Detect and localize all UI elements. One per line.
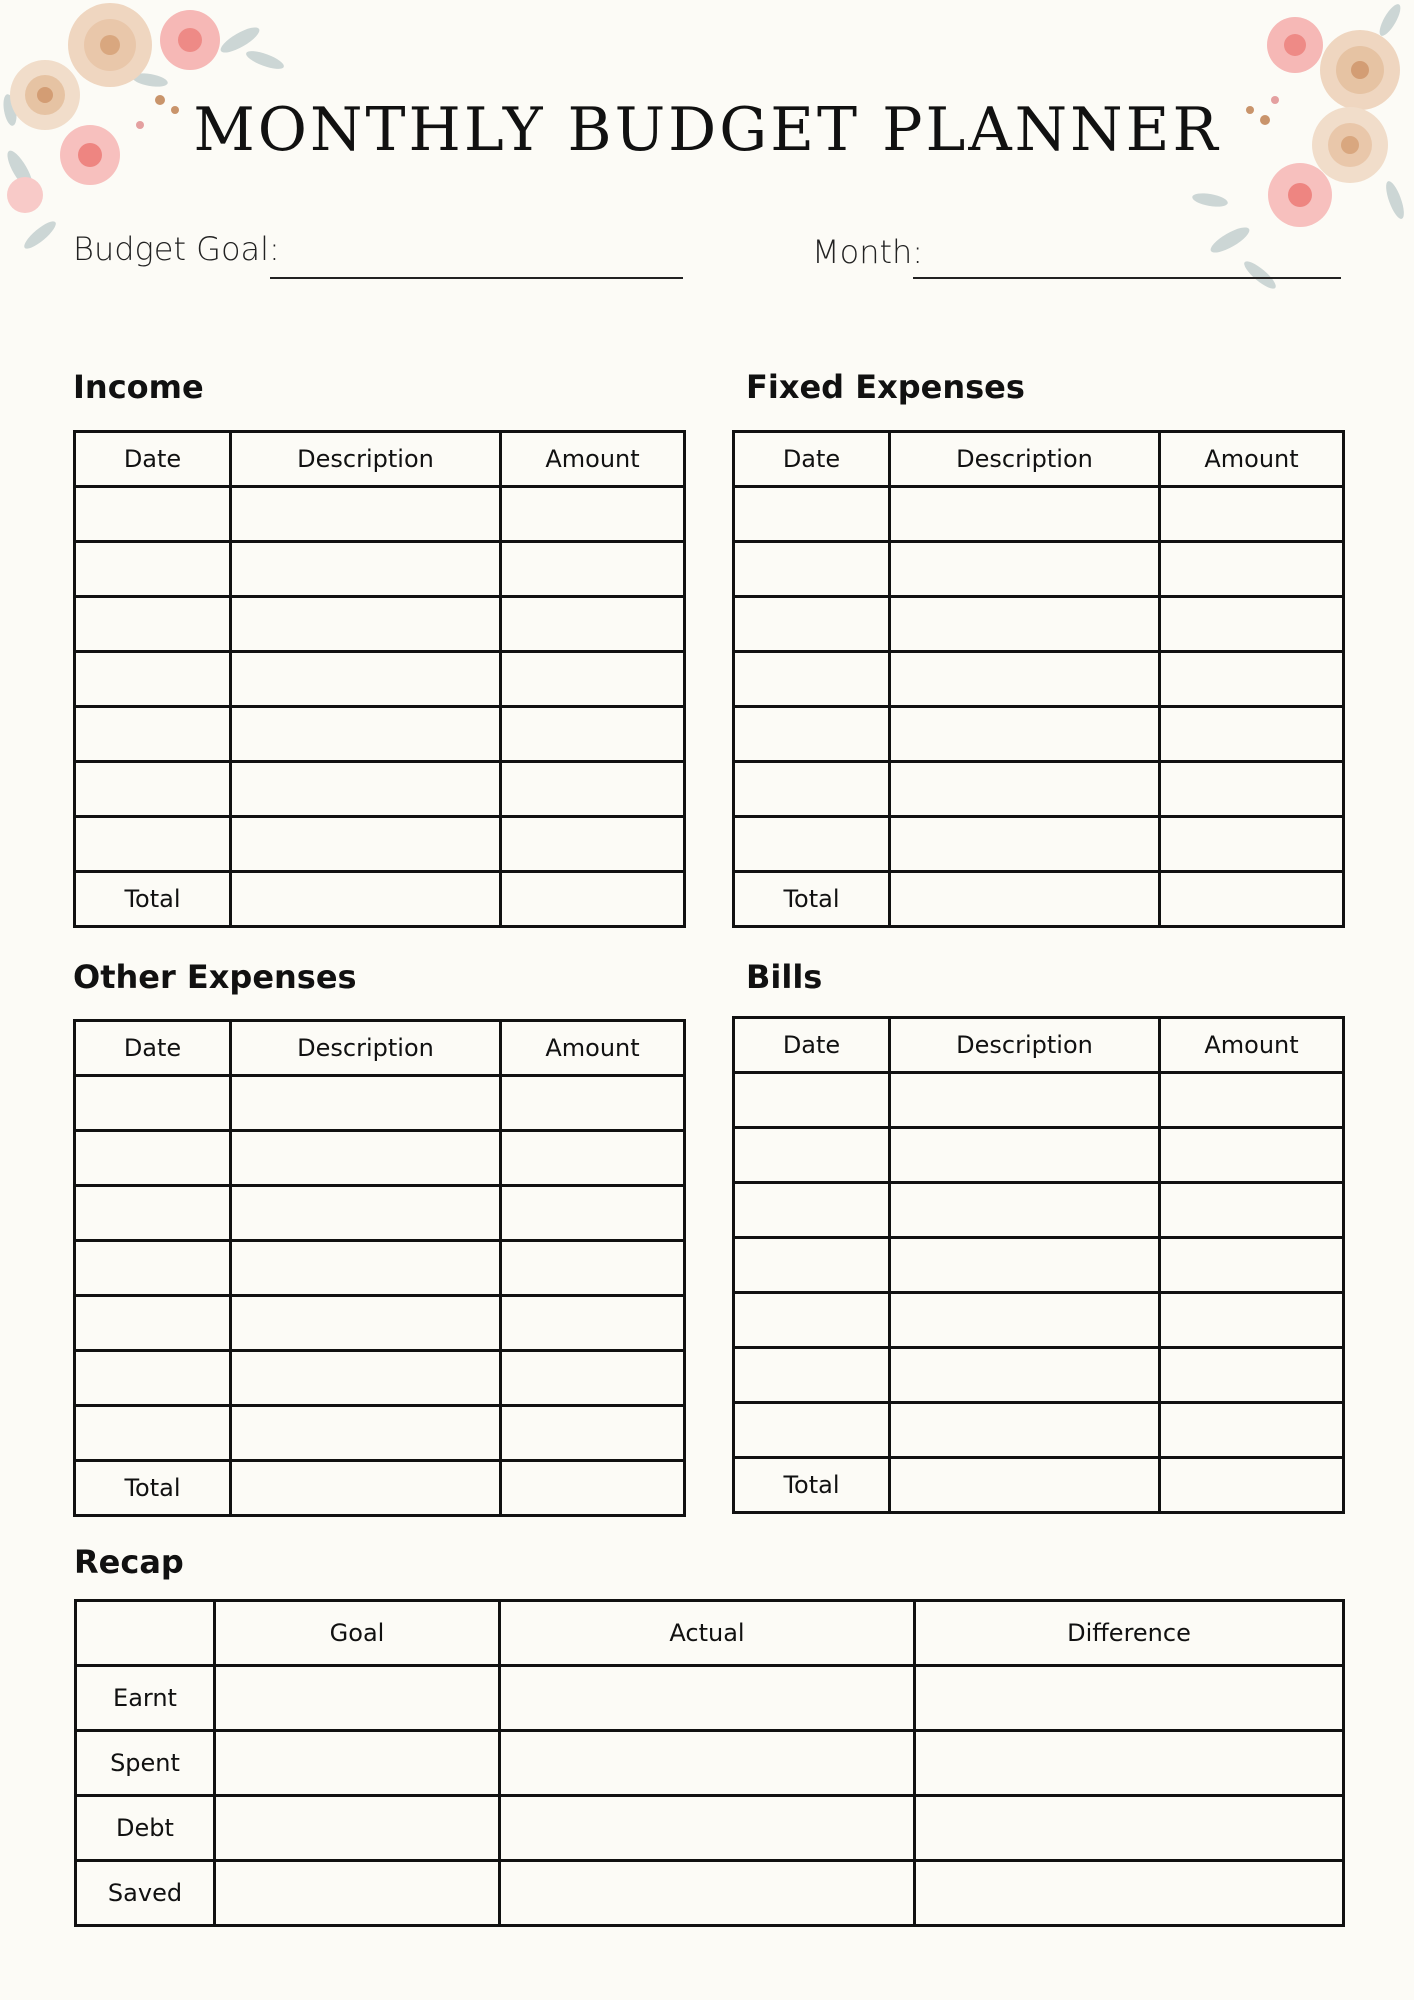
table-row: [734, 597, 1344, 652]
goal-cell[interactable]: [215, 1861, 500, 1926]
description-cell[interactable]: [890, 762, 1160, 817]
date-cell[interactable]: [734, 1183, 890, 1238]
other-expenses-title: Other Expenses: [73, 958, 357, 996]
date-cell[interactable]: [734, 817, 890, 872]
amount-cell[interactable]: [1160, 1183, 1344, 1238]
date-cell[interactable]: [75, 487, 231, 542]
total-amount-cell[interactable]: [1160, 1458, 1344, 1513]
column-header-goal: Goal: [215, 1601, 500, 1666]
table-row: [75, 597, 685, 652]
income-table: [73, 430, 686, 928]
column-header-description: Description: [890, 432, 1160, 487]
date-cell[interactable]: [734, 1403, 890, 1458]
date-cell[interactable]: [734, 707, 890, 762]
table-header-row: [734, 432, 1344, 487]
amount-cell[interactable]: [501, 652, 685, 707]
amount-cell[interactable]: [1160, 1348, 1344, 1403]
table-row: [734, 1128, 1344, 1183]
amount-cell[interactable]: [501, 762, 685, 817]
date-cell[interactable]: [75, 707, 231, 762]
table-row: [75, 817, 685, 872]
date-cell[interactable]: [734, 762, 890, 817]
date-cell[interactable]: [734, 1348, 890, 1403]
fixed-expenses-table: [732, 430, 1345, 928]
amount-cell[interactable]: [501, 1241, 685, 1296]
total-amount-cell[interactable]: [501, 1461, 685, 1516]
date-cell[interactable]: [75, 762, 231, 817]
column-header-actual: Actual: [500, 1601, 915, 1666]
goal-cell[interactable]: [215, 1796, 500, 1861]
date-cell[interactable]: [75, 1131, 231, 1186]
description-cell[interactable]: [231, 707, 501, 762]
recap-row-label-debt: Debt: [76, 1796, 215, 1861]
description-cell[interactable]: [231, 597, 501, 652]
description-cell[interactable]: [231, 1241, 501, 1296]
table-row: [75, 1406, 685, 1461]
recap-row-label-saved: Saved: [76, 1861, 215, 1926]
date-cell[interactable]: [75, 652, 231, 707]
table-header-row: [75, 1021, 685, 1076]
date-cell[interactable]: [734, 1128, 890, 1183]
amount-cell[interactable]: [1160, 1073, 1344, 1128]
amount-cell[interactable]: [1160, 707, 1344, 762]
description-cell[interactable]: [890, 652, 1160, 707]
table-row: [76, 1796, 1344, 1861]
description-cell[interactable]: [890, 817, 1160, 872]
amount-cell[interactable]: [1160, 1403, 1344, 1458]
column-header-date: Date: [75, 432, 231, 487]
column-header-description: Description: [231, 1021, 501, 1076]
date-cell[interactable]: [75, 1076, 231, 1131]
description-cell[interactable]: [890, 1403, 1160, 1458]
total-label: Total: [734, 1458, 890, 1513]
description-cell[interactable]: [231, 1351, 501, 1406]
description-cell[interactable]: [890, 1238, 1160, 1293]
description-cell[interactable]: [890, 1293, 1160, 1348]
amount-cell[interactable]: [1160, 597, 1344, 652]
description-cell[interactable]: [231, 817, 501, 872]
column-header-amount: Amount: [501, 432, 685, 487]
table-row: [76, 1861, 1344, 1926]
description-cell[interactable]: [890, 1183, 1160, 1238]
date-cell[interactable]: [75, 1406, 231, 1461]
recap-row-label-spent: Spent: [76, 1731, 215, 1796]
income-title: Income: [73, 368, 204, 406]
amount-cell[interactable]: [1160, 762, 1344, 817]
month-label: Month:: [812, 233, 924, 271]
total-amount-cell[interactable]: [1160, 872, 1344, 927]
description-cell[interactable]: [890, 1073, 1160, 1128]
difference-cell[interactable]: [915, 1731, 1344, 1796]
description-cell[interactable]: [231, 1406, 501, 1461]
budget-goal-label: Budget Goal:: [73, 230, 280, 268]
column-header-date: Date: [734, 1018, 890, 1073]
recap-row-label-earnt: Earnt: [76, 1666, 215, 1731]
table-row: [734, 1348, 1344, 1403]
date-cell[interactable]: [734, 1073, 890, 1128]
date-cell[interactable]: [734, 542, 890, 597]
recap-corner-cell: [76, 1601, 215, 1666]
table-header-row: [75, 432, 685, 487]
table-row: [734, 707, 1344, 762]
total-row: [734, 1458, 1344, 1513]
amount-cell[interactable]: [501, 1131, 685, 1186]
description-cell[interactable]: [231, 762, 501, 817]
fixed-expenses-title: Fixed Expenses: [746, 368, 1025, 406]
budget-goal-line[interactable]: [270, 277, 683, 279]
date-cell[interactable]: [75, 1241, 231, 1296]
table-row: [75, 1296, 685, 1351]
table-row: [75, 1351, 685, 1406]
description-cell[interactable]: [231, 1461, 501, 1516]
description-cell[interactable]: [890, 1348, 1160, 1403]
column-header-description: Description: [231, 432, 501, 487]
table-row: [734, 1293, 1344, 1348]
table-row: [734, 1073, 1344, 1128]
amount-cell[interactable]: [1160, 1128, 1344, 1183]
column-header-date: Date: [734, 432, 890, 487]
table-row: [734, 1183, 1344, 1238]
table-row: [75, 652, 685, 707]
table-row: [75, 1131, 685, 1186]
amount-cell[interactable]: [1160, 817, 1344, 872]
date-cell[interactable]: [75, 597, 231, 652]
table-row: [734, 542, 1344, 597]
table-row: [734, 817, 1344, 872]
page-title: MONTHLY BUDGET PLANNER: [193, 95, 1221, 165]
recap-table: [74, 1599, 1345, 1927]
table-row: [75, 762, 685, 817]
total-row: [734, 872, 1344, 927]
date-cell[interactable]: [734, 652, 890, 707]
table-row: [75, 542, 685, 597]
column-header-difference: Difference: [915, 1601, 1344, 1666]
goal-cell[interactable]: [215, 1666, 500, 1731]
amount-cell[interactable]: [501, 542, 685, 597]
actual-cell[interactable]: [500, 1861, 915, 1926]
description-cell[interactable]: [231, 1186, 501, 1241]
actual-cell[interactable]: [500, 1731, 915, 1796]
difference-cell[interactable]: [915, 1861, 1344, 1926]
description-cell[interactable]: [890, 707, 1160, 762]
table-row: [734, 762, 1344, 817]
table-row: [76, 1731, 1344, 1796]
bills-title: Bills: [746, 958, 823, 996]
amount-cell[interactable]: [501, 1076, 685, 1131]
amount-cell[interactable]: [1160, 542, 1344, 597]
date-cell[interactable]: [75, 1296, 231, 1351]
date-cell[interactable]: [734, 1238, 890, 1293]
description-cell[interactable]: [231, 487, 501, 542]
amount-cell[interactable]: [501, 707, 685, 762]
amount-cell[interactable]: [1160, 1293, 1344, 1348]
description-cell[interactable]: [890, 1458, 1160, 1513]
amount-cell[interactable]: [1160, 487, 1344, 542]
amount-cell[interactable]: [501, 1351, 685, 1406]
total-label: Total: [75, 872, 231, 927]
total-label: Total: [75, 1461, 231, 1516]
description-cell[interactable]: [890, 1128, 1160, 1183]
date-cell[interactable]: [734, 597, 890, 652]
table-header-row: [734, 1018, 1344, 1073]
recap-title: Recap: [74, 1543, 184, 1581]
description-cell[interactable]: [231, 1131, 501, 1186]
actual-cell[interactable]: [500, 1666, 915, 1731]
table-row: [75, 1186, 685, 1241]
column-header-amount: Amount: [501, 1021, 685, 1076]
table-row: [75, 487, 685, 542]
column-header-date: Date: [75, 1021, 231, 1076]
total-row: [75, 1461, 685, 1516]
description-cell[interactable]: [890, 487, 1160, 542]
goal-cell[interactable]: [215, 1731, 500, 1796]
description-cell[interactable]: [890, 872, 1160, 927]
amount-cell[interactable]: [501, 487, 685, 542]
table-row: [75, 1241, 685, 1296]
amount-cell[interactable]: [501, 817, 685, 872]
table-row: [75, 707, 685, 762]
column-header-amount: Amount: [1160, 432, 1344, 487]
bills-table: [732, 1016, 1345, 1514]
total-row: [75, 872, 685, 927]
amount-cell[interactable]: [501, 597, 685, 652]
description-cell[interactable]: [890, 597, 1160, 652]
date-cell[interactable]: [75, 542, 231, 597]
other-expenses-table: [73, 1019, 686, 1517]
table-header-row: [76, 1601, 1344, 1666]
table-row: [734, 1403, 1344, 1458]
date-cell[interactable]: [75, 1186, 231, 1241]
date-cell[interactable]: [75, 817, 231, 872]
description-cell[interactable]: [890, 542, 1160, 597]
amount-cell[interactable]: [1160, 652, 1344, 707]
difference-cell[interactable]: [915, 1666, 1344, 1731]
column-header-description: Description: [890, 1018, 1160, 1073]
table-row: [76, 1666, 1344, 1731]
description-cell[interactable]: [231, 1076, 501, 1131]
month-line[interactable]: [913, 277, 1341, 279]
column-header-amount: Amount: [1160, 1018, 1344, 1073]
date-cell[interactable]: [75, 1351, 231, 1406]
amount-cell[interactable]: [501, 1186, 685, 1241]
description-cell[interactable]: [231, 872, 501, 927]
date-cell[interactable]: [734, 487, 890, 542]
amount-cell[interactable]: [1160, 1238, 1344, 1293]
date-cell[interactable]: [734, 1293, 890, 1348]
description-cell[interactable]: [231, 652, 501, 707]
table-row: [75, 1076, 685, 1131]
table-row: [734, 652, 1344, 707]
total-label: Total: [734, 872, 890, 927]
actual-cell[interactable]: [500, 1796, 915, 1861]
table-row: [734, 1238, 1344, 1293]
description-cell[interactable]: [231, 542, 501, 597]
table-row: [734, 487, 1344, 542]
difference-cell[interactable]: [915, 1796, 1344, 1861]
description-cell[interactable]: [231, 1296, 501, 1351]
total-amount-cell[interactable]: [501, 872, 685, 927]
amount-cell[interactable]: [501, 1406, 685, 1461]
amount-cell[interactable]: [501, 1296, 685, 1351]
